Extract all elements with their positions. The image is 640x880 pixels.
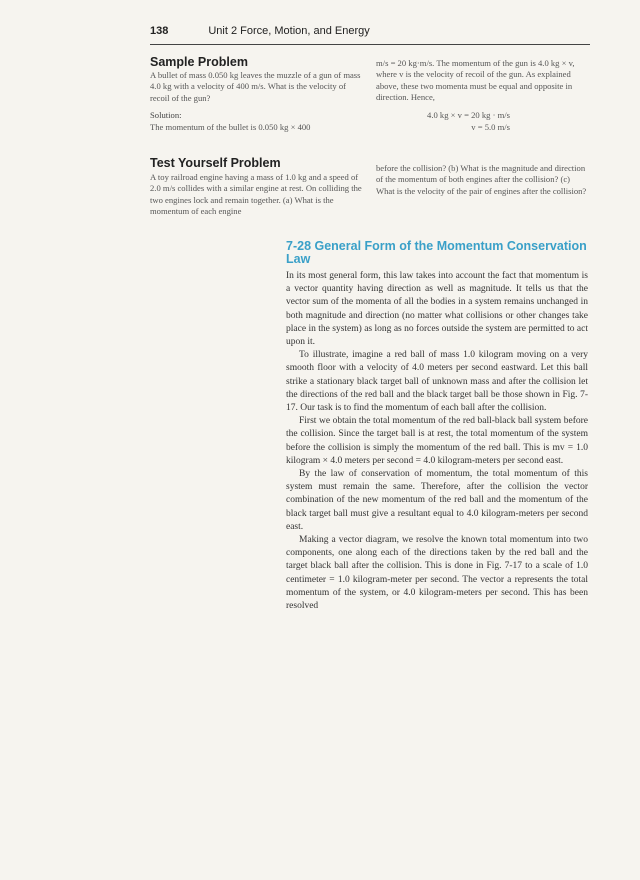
paragraph-1: In its most general form, this law takes into account the fact that momentum is a vector quantity having direction as well as magnitude. It tells us that the vector sum of the momenta of all the bodies in a system remains unchanged in both magnitude and direction (no matter what collisions or other changes take place in the system) as long as no forces outside the system are permitted to act upon it. [286, 271, 588, 348]
header-rule [150, 44, 590, 45]
sample-question: A bullet of mass 0.050 kg leaves the muzzle of a gun of mass 4.0 kg with a velocity of 400 m/s. What is the velocity of recoil of the gun? [150, 70, 361, 103]
test-yourself-title: Test Yourself Problem [150, 156, 281, 170]
paragraph-4: By the law of conservation of momentum, the total momentum of this system must remain the same. Therefore, after the collision the vector combination of the new momentum of the red ball and the momentum of the black target ball must give a resultant equal to 4.0 kilogram-meters per second east. [286, 469, 588, 532]
solution-text: The momentum of the bullet is 0.050 kg × 400 [150, 122, 311, 132]
paragraph-3: First we obtain the total momentum of the red ball-black ball system before the collision. Since the target ball is at rest, the total momentum of the system before the collision is simply the momentum of the red ball. This is mv = 1.0 kilogram × 4.0 meters per second = 4.0 kilogram-meters per second east. [286, 416, 588, 466]
sample-problem-title: Sample Problem [150, 55, 248, 69]
page-number: 138 [150, 25, 169, 37]
paragraph-2: To illustrate, imagine a red ball of mass 1.0 kilogram moving on a very smooth floor with a velocity of 4.0 meters per second eastward. Let this ball strike a stationary black target ball of unknown mass and after the collision let the directions of the red ball and the black target ball be those shown in Fig. 7-17. Our task is to find the momentum of each ball after the collision. [286, 350, 588, 414]
test-left-text: A toy railroad engine having a mass of 1.0 kg and a speed of 2.0 m/s collides with a similar engine at rest. On colliding the two engines lock and remain together. (a) What is the momentum of each engine [150, 172, 362, 217]
running-header [150, 25, 370, 37]
solution-label: Solution: [150, 110, 182, 120]
section-body [286, 270, 588, 613]
section-title: 7-28 General Form of the Momentum Conservation Law [286, 239, 587, 266]
paragraph-5: Making a vector diagram, we resolve the known total momentum into two components, one along each of the directions taken by the red ball and the target black ball after the collision. This is done in Fig. 7-17 to a scale of 1.0 centimeter = 1.0 kilogram-meter per second. The vector a represents the total momentum of the system, or 4.0 kilogram-meters per second. This has been resolved [286, 535, 588, 612]
equation-2: v = 5.0 m/s [471, 122, 510, 132]
sample-right-text: m/s = 20 kg·m/s. The momentum of the gun is 4.0 kg × v, where v is the velocity of recoil of the gun. As explained above, these two momenta must be equal and opposite in direction. Hence, [376, 58, 575, 103]
equation-1: 4.0 kg × v = 20 kg · m/s [427, 110, 510, 120]
unit-title: Unit 2 Force, Motion, and Energy [208, 25, 370, 37]
test-right-text: before the collision? (b) What is the magnitude and direction of the momentum of both engines after the collision? (c) What is the velocity of the pair of engines after the collision? [376, 163, 587, 196]
